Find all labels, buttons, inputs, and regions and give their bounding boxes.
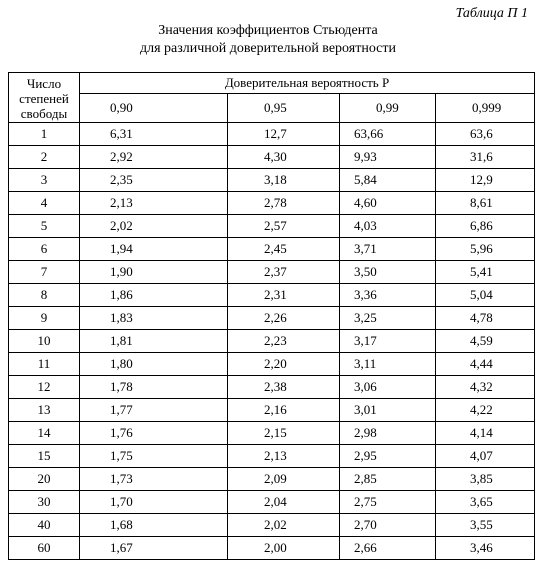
coefficient-cell: 1,73 (80, 468, 228, 491)
coefficient-cell: 2,15 (228, 422, 340, 445)
table-row (9, 422, 535, 445)
coefficient-cell: 1,68 (80, 514, 228, 537)
coefficient-cell: 3,01 (340, 399, 436, 422)
df-header-line-1: Число (26, 76, 62, 91)
coefficient-cell: 1,75 (80, 445, 228, 468)
p-value-header: 0,999 (436, 94, 535, 123)
header-row-top (9, 73, 535, 94)
coefficient-cell: 63,6 (436, 123, 535, 146)
coefficient-cell: 2,23 (228, 330, 340, 353)
coefficient-cell: 2,57 (228, 215, 340, 238)
table-body (9, 123, 535, 560)
coefficient-cell: 5,04 (436, 284, 535, 307)
coefficient-cell: 3,55 (436, 514, 535, 537)
coefficient-cell: 9,93 (340, 146, 436, 169)
table-title-line-1: Значения коэффициентов Стьюдента (158, 23, 378, 38)
coefficient-cell: 4,60 (340, 192, 436, 215)
table-row (9, 123, 535, 146)
table-row (9, 284, 535, 307)
p-value-header: 0,99 (340, 94, 436, 123)
table-row (9, 169, 535, 192)
coefficient-cell: 1,77 (80, 399, 228, 422)
table-row (9, 468, 535, 491)
degrees-of-freedom-cell: 13 (9, 399, 80, 422)
degrees-of-freedom-cell: 14 (9, 422, 80, 445)
degrees-of-freedom-cell: 10 (9, 330, 80, 353)
degrees-of-freedom-cell: 1 (9, 123, 80, 146)
table-row (9, 238, 535, 261)
coefficient-cell: 2,31 (228, 284, 340, 307)
coefficient-cell: 2,13 (80, 192, 228, 215)
coefficient-cell: 2,85 (340, 468, 436, 491)
coefficient-cell: 2,02 (80, 215, 228, 238)
coefficient-cell: 4,30 (228, 146, 340, 169)
degrees-of-freedom-cell: 6 (9, 238, 80, 261)
table-row (9, 537, 535, 560)
table-row (9, 376, 535, 399)
coefficient-cell: 2,75 (340, 491, 436, 514)
degrees-of-freedom-cell: 11 (9, 353, 80, 376)
coefficient-cell: 12,7 (228, 123, 340, 146)
coefficient-cell: 4,59 (436, 330, 535, 353)
degrees-of-freedom-cell: 12 (9, 376, 80, 399)
df-column-header (9, 73, 80, 123)
coefficient-cell: 2,35 (80, 169, 228, 192)
coefficient-cell: 4,78 (436, 307, 535, 330)
coefficient-cell: 3,11 (340, 353, 436, 376)
coefficient-cell: 1,67 (80, 537, 228, 560)
header-row-p-values (9, 94, 535, 123)
coefficient-cell: 1,90 (80, 261, 228, 284)
coefficient-cell: 3,18 (228, 169, 340, 192)
table-row (9, 146, 535, 169)
coefficient-cell: 2,26 (228, 307, 340, 330)
coefficient-cell: 2,00 (228, 537, 340, 560)
table-row (9, 215, 535, 238)
coefficient-cell: 63,66 (340, 123, 436, 146)
coefficient-cell: 1,86 (80, 284, 228, 307)
coefficient-cell: 3,46 (436, 537, 535, 560)
coefficient-cell: 2,09 (228, 468, 340, 491)
coefficient-cell: 4,22 (436, 399, 535, 422)
df-header-line-3: свободы (20, 106, 68, 121)
df-header-line-2: степеней (19, 91, 69, 106)
coefficient-cell: 1,78 (80, 376, 228, 399)
confidence-probability-header: Доверительная вероятность P (80, 73, 535, 94)
coefficient-cell: 1,94 (80, 238, 228, 261)
coefficient-cell: 12,9 (436, 169, 535, 192)
coefficient-cell: 2,20 (228, 353, 340, 376)
p-value-header: 0,95 (228, 94, 340, 123)
table-row (9, 445, 535, 468)
coefficient-cell: 2,04 (228, 491, 340, 514)
table-row (9, 353, 535, 376)
table-row (9, 514, 535, 537)
coefficient-cell: 3,06 (340, 376, 436, 399)
coefficient-cell: 4,32 (436, 376, 535, 399)
table-title-line-2: для различной доверительной вероятности (139, 41, 397, 56)
degrees-of-freedom-cell: 20 (9, 468, 80, 491)
coefficient-cell: 5,41 (436, 261, 535, 284)
degrees-of-freedom-cell: 60 (9, 537, 80, 560)
coefficient-cell: 3,50 (340, 261, 436, 284)
coefficient-cell: 1,70 (80, 491, 228, 514)
table-row (9, 261, 535, 284)
coefficient-cell: 3,85 (436, 468, 535, 491)
table-row (9, 399, 535, 422)
degrees-of-freedom-cell: 8 (9, 284, 80, 307)
coefficient-cell: 3,71 (340, 238, 436, 261)
coefficient-cell: 5,96 (436, 238, 535, 261)
coefficient-cell: 1,76 (80, 422, 228, 445)
coefficient-cell: 2,78 (228, 192, 340, 215)
table-row (9, 192, 535, 215)
coefficient-cell: 2,13 (228, 445, 340, 468)
coefficient-cell: 2,95 (340, 445, 436, 468)
coefficient-cell: 2,98 (340, 422, 436, 445)
coefficient-cell: 8,61 (436, 192, 535, 215)
coefficient-cell: 2,37 (228, 261, 340, 284)
table-row (9, 307, 535, 330)
p-value-header: 0,90 (80, 94, 228, 123)
degrees-of-freedom-cell: 3 (9, 169, 80, 192)
coefficient-cell: 6,31 (80, 123, 228, 146)
coefficient-cell: 3,25 (340, 307, 436, 330)
table-row (9, 491, 535, 514)
coefficient-cell: 4,44 (436, 353, 535, 376)
coefficient-cell: 4,03 (340, 215, 436, 238)
coefficient-cell: 3,36 (340, 284, 436, 307)
coefficient-cell: 2,45 (228, 238, 340, 261)
degrees-of-freedom-cell: 7 (9, 261, 80, 284)
coefficient-cell: 2,38 (228, 376, 340, 399)
degrees-of-freedom-cell: 5 (9, 215, 80, 238)
coefficient-cell: 3,17 (340, 330, 436, 353)
degrees-of-freedom-cell: 30 (9, 491, 80, 514)
degrees-of-freedom-cell: 9 (9, 307, 80, 330)
table-row (9, 330, 535, 353)
coefficient-cell: 2,02 (228, 514, 340, 537)
coefficient-cell: 2,16 (228, 399, 340, 422)
coefficient-cell: 2,66 (340, 537, 436, 560)
coefficient-cell: 2,70 (340, 514, 436, 537)
coefficient-cell: 1,81 (80, 330, 228, 353)
student-coefficients-table (8, 72, 535, 560)
coefficient-cell: 4,07 (436, 445, 535, 468)
coefficient-cell: 4,14 (436, 422, 535, 445)
coefficient-cell: 1,80 (80, 353, 228, 376)
coefficient-cell: 31,6 (436, 146, 535, 169)
table-number-label: Таблица П 1 (455, 6, 528, 21)
coefficient-cell: 2,92 (80, 146, 228, 169)
coefficient-cell: 5,84 (340, 169, 436, 192)
coefficient-cell: 3,65 (436, 491, 535, 514)
degrees-of-freedom-cell: 2 (9, 146, 80, 169)
coefficient-cell: 1,83 (80, 307, 228, 330)
degrees-of-freedom-cell: 4 (9, 192, 80, 215)
coefficient-cell: 6,86 (436, 215, 535, 238)
degrees-of-freedom-cell: 15 (9, 445, 80, 468)
degrees-of-freedom-cell: 40 (9, 514, 80, 537)
